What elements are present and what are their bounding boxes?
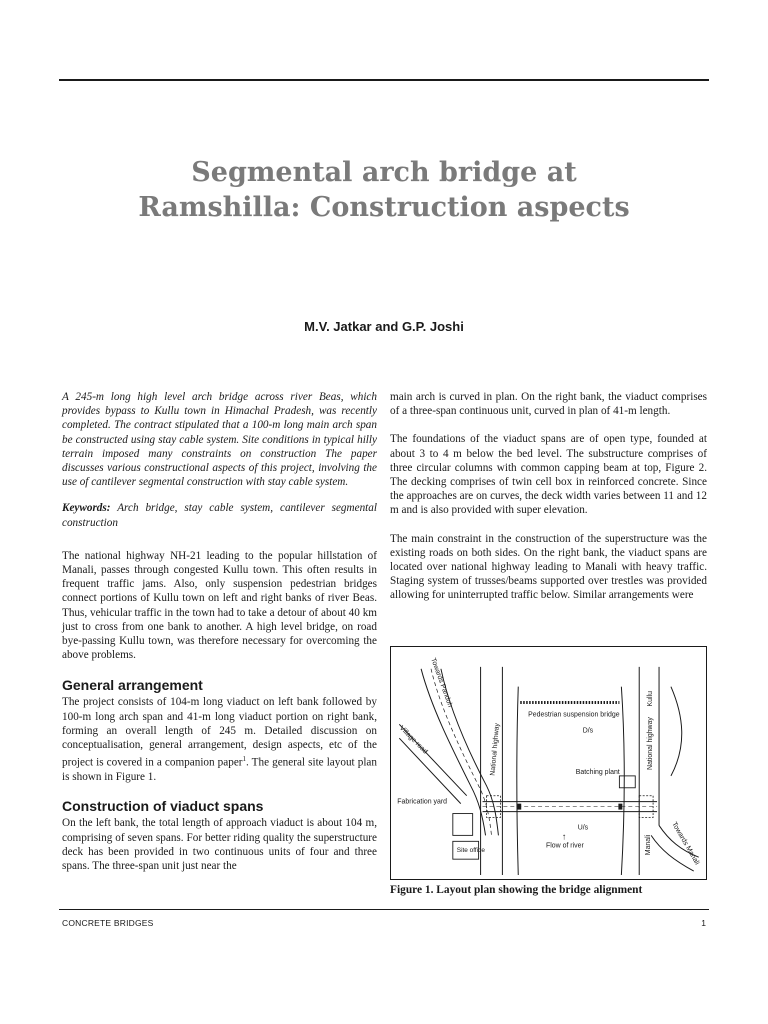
kullu-label: Kullu xyxy=(647,691,655,707)
section-heading-viaduct-spans: Construction of viaduct spans xyxy=(62,798,264,815)
keywords xyxy=(62,501,377,529)
right-national-highway-label: National highway xyxy=(647,717,655,770)
fabrication-yard-box xyxy=(453,814,473,836)
title-line-2: Ramshilla: Construction aspects xyxy=(138,192,630,223)
right-column xyxy=(390,390,707,603)
figure-1-layout-plan xyxy=(390,646,707,880)
village-road-edge-2 xyxy=(399,738,460,803)
fabrication-yard-label: Fabrication yard xyxy=(397,798,448,806)
kullu-side-road xyxy=(671,687,682,776)
towards-pandoh-label: Towards Pandoh xyxy=(429,657,454,709)
upstream-label: U/s xyxy=(577,824,589,832)
authors: M.V. Jatkar and G.P. Joshi xyxy=(304,319,464,334)
right-paragraph-3: The main constraint in the construction of the superstructure was the existing roads on both sides. On the right bank, the viaduct spans are located over national highway leading to Manali with heavy traffic. Staging system of trusses/beams supported over trestles was provided allowing for uninterrupted traffic below. Similar arrangements were xyxy=(390,532,707,602)
general-arrangement-text: The project consists of 104-m long viaduct on left bank followed by 100-m long arch span and 41-m long viaduct portion on right bank, forming an overall length of 245 m. Detailed discussion on conceptualisation, general arrangement, design aspects, etc of the project is covered in a companion paper xyxy=(62,696,377,769)
general-arrangement-paragraph xyxy=(62,695,377,784)
top-rule xyxy=(59,79,709,81)
downstream-label: D/s xyxy=(582,727,594,735)
right-paragraph-1: main arch is curved in plan. On the right bank, the viaduct comprises of a three-span continuous unit, curved in plan of 41-m length. xyxy=(390,391,707,418)
towards-manali-label: Towards Manali xyxy=(670,820,701,867)
footer-page-number: 1 xyxy=(701,918,706,928)
arch-springing-left xyxy=(517,804,521,810)
reference-marker: 1 xyxy=(242,755,247,764)
flow-of-river-label: Flow of river xyxy=(546,842,584,850)
batching-plant-box xyxy=(619,776,635,788)
footer-journal-name: CONCRETE BRIDGES xyxy=(62,918,154,928)
left-national-highway-label: National highway xyxy=(489,722,502,777)
right-paragraph-2: The foundations of the viaduct spans are of open type, founded at about 3 to 4 m below the bed level. The substructure comprises of three circular columns with common capping beam at top, Figure 2. The decking comprises of twin cell box in reinforced concrete. Since the approaches are on curves, the deck width varies between 11 and 12 m and is also provided with super elevation. xyxy=(390,433,707,517)
site-office-label: Site office xyxy=(456,847,485,855)
left-column xyxy=(62,390,377,873)
pandoh-road-edge-1 xyxy=(421,669,485,836)
river-left-bank xyxy=(517,687,518,875)
arch-springing-right xyxy=(618,804,622,810)
pandoh-road-centre xyxy=(431,669,491,836)
river-right-bank xyxy=(621,687,624,875)
paper-title xyxy=(60,155,708,225)
pedestrian-bridge-label: Pedestrian suspension bridge xyxy=(528,711,620,719)
abstract: A 245-m long high level arch bridge across river Beas, which provides bypass to Kullu town in Himachal Pradesh, was recently completed. The contract stipulated that a 100-m long main arch span be constructed using stay cable system. Site conditions in typical hilly terrain imposed many constraints on construction The paper discusses various constructional aspects of this project, involving the use of cantilever segmental construction with stay cable system. xyxy=(62,391,377,489)
section-heading-general-arrangement: General arrangement xyxy=(62,677,203,694)
general-arrangement-text-end: . The general site layout plan is shown in Figure 1. xyxy=(62,757,377,784)
keywords-text: Arch bridge, stay cable system, cantilever segmental construction xyxy=(62,502,377,529)
bottom-rule xyxy=(59,909,709,910)
flow-arrow: ↑ xyxy=(561,831,567,842)
title-line-1: Segmental arch bridge at xyxy=(191,157,577,188)
figure-1-caption: Figure 1. Layout plan showing the bridge alignment xyxy=(390,884,643,896)
layout-plan-diagram xyxy=(391,647,706,879)
keywords-label: Keywords: xyxy=(62,502,111,515)
viaduct-spans-paragraph: On the left bank, the total length of approach viaduct is about 104 m, comprising of seven spans. For better riding quality the superstructure deck has been provided in two continuous units of four and three spans. The three-span unit just near the xyxy=(62,817,377,873)
intro-paragraph: The national highway NH-21 leading to the popular hillstation of Manali, passes through congested Kullu town. This often results in frequent traffic jams. Also, only suspension pedestrian bridges connect portions of Kullu town on left and right banks of river Beas. Thus, vehicular traffic in the town had to take a detour of about 40 km just to cross from one bank to another. A high level bridge, on road bye-passing Kullu town, was therefore necessary for overcoming the above problems. xyxy=(62,549,377,662)
village-road-label: Village road xyxy=(397,724,429,756)
batching-plant-label: Batching plant xyxy=(575,768,620,776)
manali-label: Manali xyxy=(645,834,653,856)
